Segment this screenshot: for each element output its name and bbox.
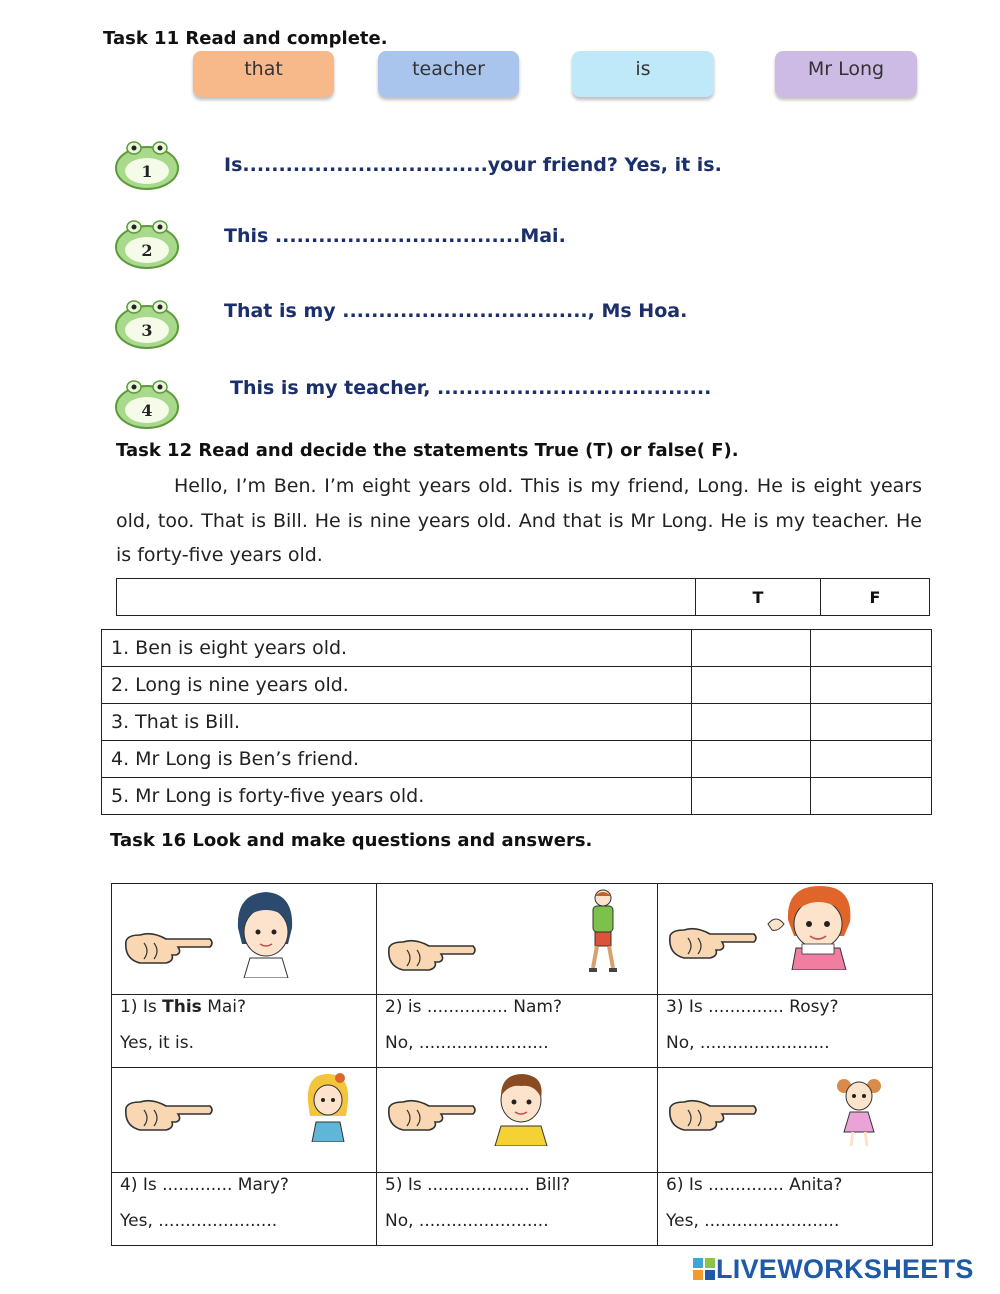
- picture-cell-3: [658, 884, 933, 995]
- qa-cell-4: [112, 1173, 377, 1246]
- answer-5[interactable]: No, ........................: [385, 1211, 549, 1231]
- statement-text: 1. Ben is eight years old.: [102, 630, 692, 667]
- statement-text: 4. Mr Long is Ben’s friend.: [102, 741, 692, 778]
- word-box-mr-long[interactable]: [775, 51, 917, 97]
- svg-text:1: 1: [141, 162, 153, 181]
- question-6[interactable]: 6) Is .............. Anita?: [666, 1175, 843, 1195]
- true-answer-cell[interactable]: [692, 667, 811, 704]
- pointing-hand-icon: [666, 1096, 758, 1134]
- answer-4[interactable]: Yes, ......................: [120, 1211, 278, 1231]
- false-answer-cell[interactable]: [811, 704, 932, 741]
- question-5[interactable]: 5) Is ................... Bill?: [385, 1175, 571, 1195]
- false-answer-cell[interactable]: [811, 778, 932, 815]
- frog-number-3-icon: [114, 298, 180, 350]
- table-row: [102, 630, 932, 667]
- word-box-that[interactable]: [193, 51, 334, 97]
- question-3[interactable]: 3) Is .............. Rosy?: [666, 997, 839, 1017]
- question-2[interactable]: 2) is ............... Nam?: [385, 997, 563, 1017]
- answer-2[interactable]: No, ........................: [385, 1033, 549, 1053]
- table-row: [102, 778, 932, 815]
- task16-grid: [111, 883, 933, 1246]
- qa-cell-6: [658, 1173, 933, 1246]
- true-answer-cell[interactable]: [692, 778, 811, 815]
- task12-title: Task 12 Read and decide the statements True (T) or false( F).: [116, 440, 739, 461]
- picture-cell-6: [658, 1068, 933, 1173]
- picture-cell-2: [377, 884, 658, 995]
- task11-sentence-3[interactable]: That is my .................................., Ms Hoa.: [224, 300, 688, 322]
- frog-number-4-icon: [114, 378, 180, 430]
- tf-statements-table: [101, 629, 932, 815]
- qa-cell-1: [112, 995, 377, 1068]
- answer-3[interactable]: No, ........................: [666, 1033, 830, 1053]
- task12-passage: Hello, I’m Ben. I’m eight years old. This is my friend, Long. He is eight years old, too. That is Bill. He is nine years old. And that is Mr Long. He is my teacher. He is forty-five years old.: [116, 475, 922, 566]
- task11-sentence-4[interactable]: This is my teacher, ......................................: [230, 377, 712, 399]
- question-text: Mai?: [201, 997, 247, 1017]
- false-answer-cell[interactable]: [811, 630, 932, 667]
- pointing-hand-icon: [122, 929, 214, 967]
- statement-text: 5. Mr Long is forty-five years old.: [102, 778, 692, 815]
- word-label: Mr Long: [807, 58, 885, 80]
- girl-rosy-picture: [766, 884, 866, 970]
- header-statement: [117, 579, 696, 616]
- logo-text: LIVEWORKSHEETS: [716, 1254, 974, 1284]
- statement-text: 3. That is Bill.: [102, 704, 692, 741]
- boy-nam-picture: [585, 888, 621, 974]
- svg-text:4: 4: [141, 401, 153, 420]
- table-row: [102, 741, 932, 778]
- true-answer-cell[interactable]: [692, 741, 811, 778]
- svg-text:2: 2: [141, 241, 153, 260]
- statement-text: 2. Long is nine years old.: [102, 667, 692, 704]
- word-label: that: [244, 58, 283, 80]
- girl-mai-picture: [230, 888, 300, 978]
- word-box-is[interactable]: [572, 51, 714, 97]
- picture-cell-1: [112, 884, 377, 995]
- girl-anita-picture: [836, 1074, 882, 1148]
- question-text: 1) Is: [120, 997, 163, 1017]
- svg-text:3: 3: [141, 321, 153, 340]
- false-answer-cell[interactable]: [811, 667, 932, 704]
- answer-6[interactable]: Yes, .........................: [666, 1211, 840, 1231]
- frog-number-1-icon: [114, 139, 180, 191]
- frog-number-2-icon: [114, 218, 180, 270]
- word-box-teacher[interactable]: [378, 51, 519, 97]
- task11-sentence-2[interactable]: This ..................................Mai.: [224, 225, 566, 247]
- boy-bill-picture: [491, 1070, 553, 1146]
- task11-title: Task 11 Read and complete.: [103, 28, 388, 49]
- tf-header-table: [116, 578, 930, 616]
- question-bold-word: This: [162, 997, 202, 1017]
- word-label: teacher: [412, 58, 485, 80]
- question-4[interactable]: 4) Is ............. Mary?: [120, 1175, 289, 1195]
- pointing-hand-icon: [666, 924, 758, 962]
- true-answer-cell[interactable]: [692, 704, 811, 741]
- qa-cell-5: [377, 1173, 658, 1246]
- task16-title: Task 16 Look and make questions and answers.: [110, 830, 593, 851]
- pointing-hand-icon: [385, 1096, 477, 1134]
- task11-sentence-1[interactable]: Is..................................your friend? Yes, it is.: [224, 154, 722, 176]
- false-answer-cell[interactable]: [811, 741, 932, 778]
- question-1[interactable]: [120, 997, 246, 1017]
- word-label: is: [635, 58, 651, 80]
- header-true: T: [696, 579, 821, 616]
- picture-cell-5: [377, 1068, 658, 1173]
- liveworksheets-logo[interactable]: [692, 1254, 974, 1285]
- header-false: F: [821, 579, 930, 616]
- table-row: [102, 704, 932, 741]
- answer-1[interactable]: Yes, it is.: [120, 1033, 195, 1053]
- pointing-hand-icon: [122, 1096, 214, 1134]
- girl-mary-picture: [304, 1072, 352, 1142]
- true-answer-cell[interactable]: [692, 630, 811, 667]
- pointing-hand-icon: [385, 936, 477, 974]
- qa-cell-3: [658, 995, 933, 1068]
- picture-cell-4: [112, 1068, 377, 1173]
- table-row: [102, 667, 932, 704]
- qa-cell-2: [377, 995, 658, 1068]
- liveworksheets-logo-icon: [692, 1257, 716, 1281]
